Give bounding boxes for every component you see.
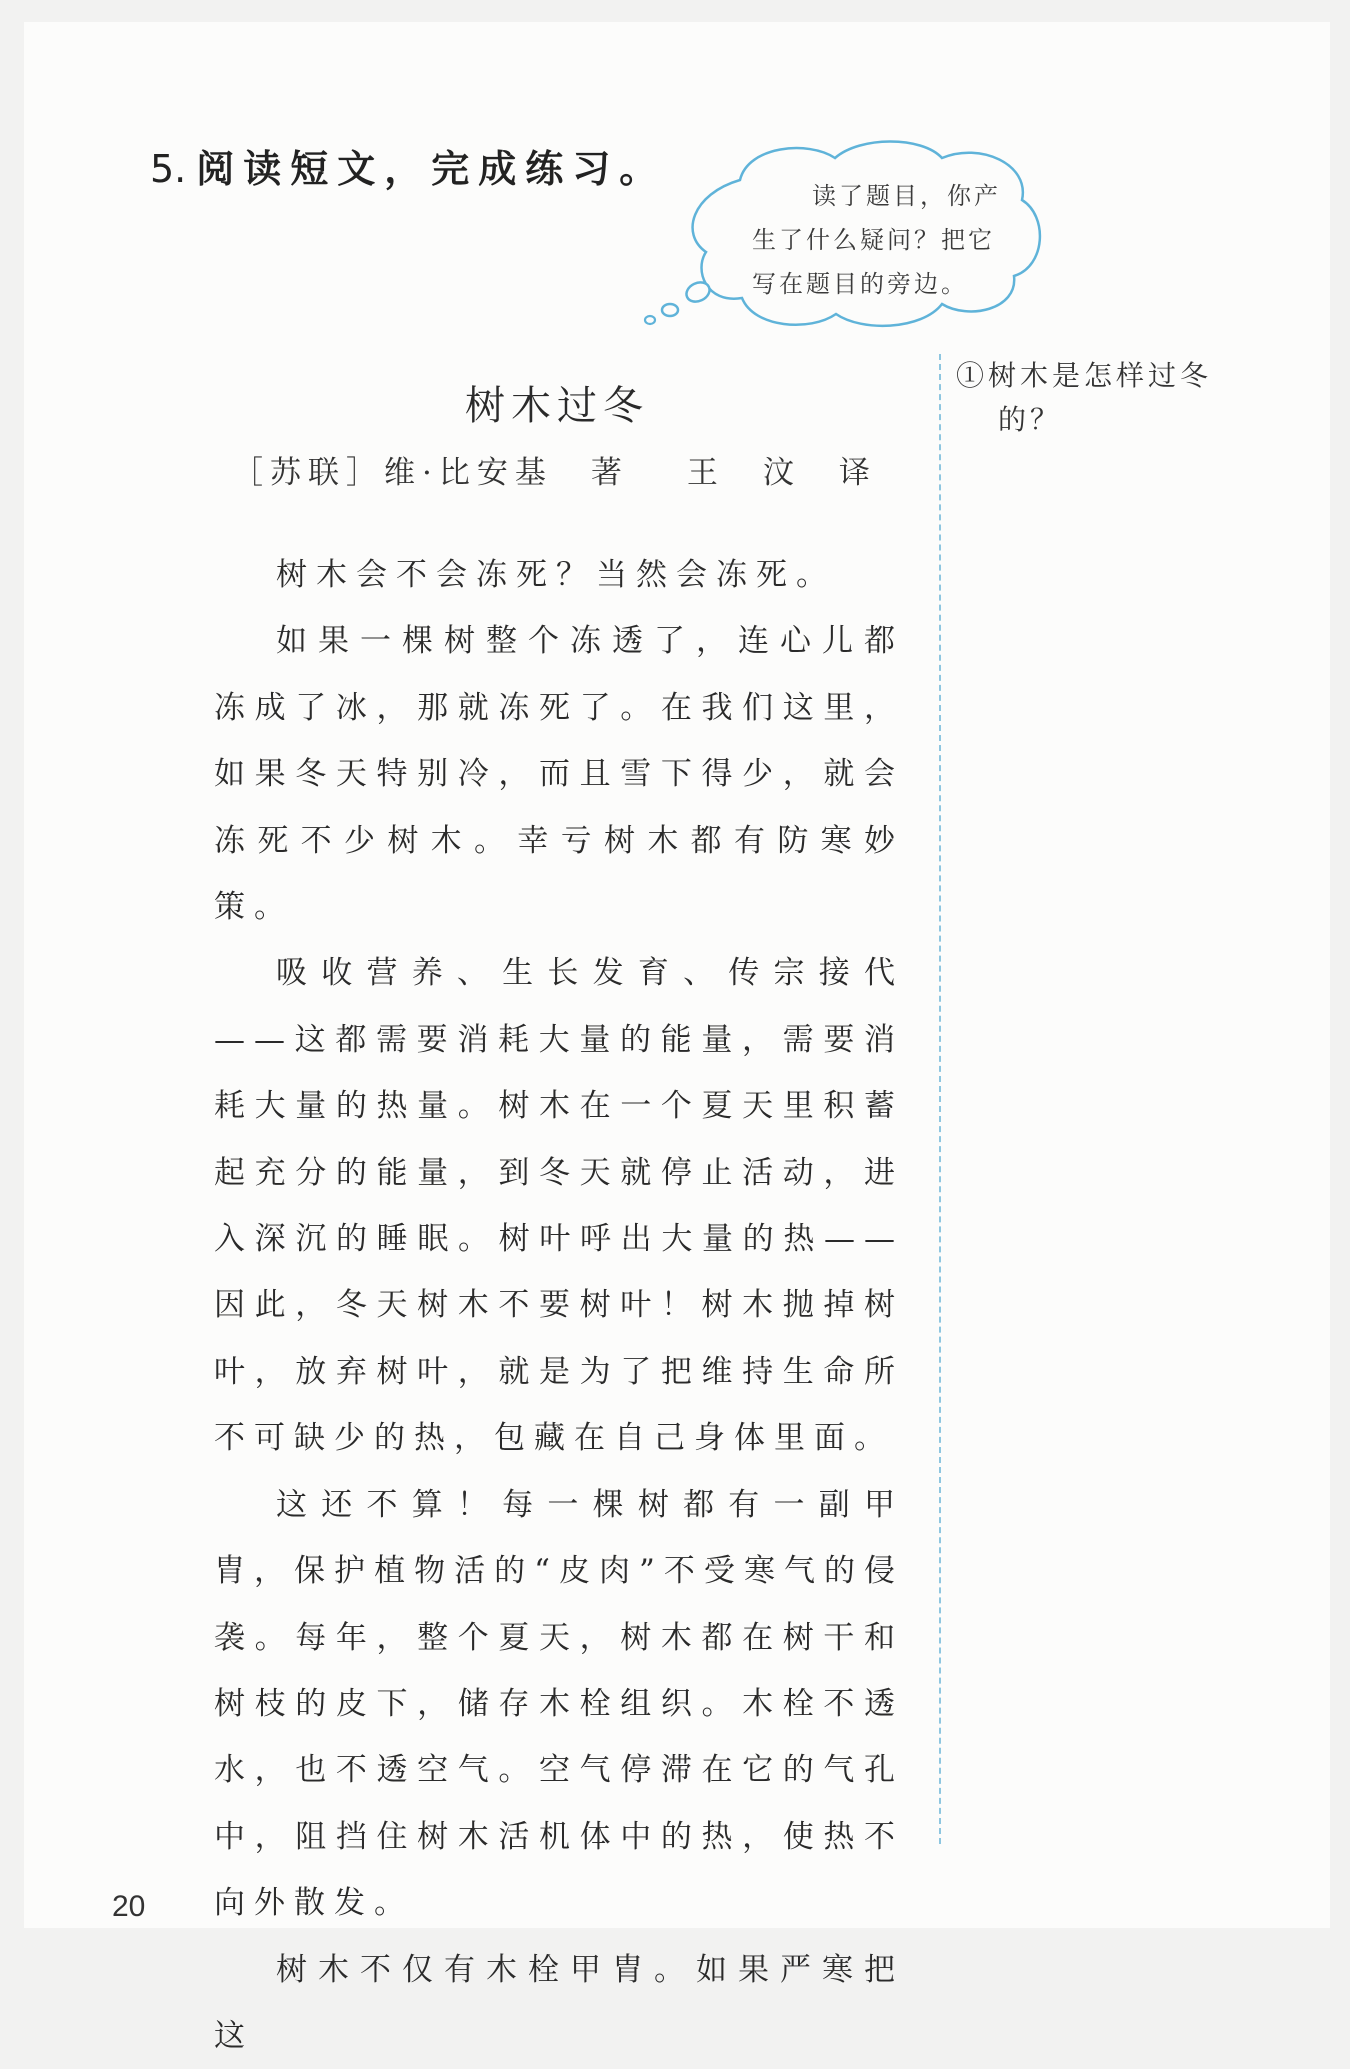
paragraph: 这还不算！每一棵树都有一副甲胄，保护植物活的“皮肉”不受寒气的侵袭。每年，整个夏天，树木都在树干和树枝的皮下，储存木栓组织。木栓不透水，也不透空气。空气停滞在它的气孔中，阻挡住树木活机体中的热，使热不向外散发。 (214, 1486, 904, 1922)
margin-annotation-line-2: 的？ (998, 403, 1063, 436)
paragraph: 树木会不会冻死？当然会冻死。 (276, 557, 836, 593)
workbook-page (24, 22, 1330, 2054)
bubble-line-2: 生了什么疑问？把它 (752, 226, 995, 254)
article-body (214, 542, 904, 2069)
thought-bubble-text (752, 174, 1062, 306)
paragraph: 吸收营养、生长发育、传宗接代——这都需要消耗大量的能量，需要消耗大量的热量。树木在一个夏天里积蓄起充分的能量，到冬天就停止活动，进入深沉的睡眠。树叶呼出大量的热——因此，冬天树木不要树叶！树木抛掉树叶，放弃树叶，就是为了把维持生命所不可缺少的热，包藏在自己身体里面。 (214, 955, 904, 1457)
question-heading (150, 138, 666, 193)
margin-annotation-line-1: ①树木是怎样过冬 (956, 359, 1213, 392)
thought-bubble-dot-medium (662, 304, 678, 316)
margin-annotation (956, 354, 1266, 442)
article-byline (232, 447, 912, 492)
byline-translator: 王 汶 译 (686, 455, 877, 491)
byline-author: ［苏联］维·比安基 著 (232, 455, 629, 491)
question-number: 5. (150, 147, 187, 191)
paragraph: 树木不仅有木栓甲胄。如果严寒把这 (214, 1951, 904, 2054)
bubble-line-3: 写在题目的旁边。 (752, 270, 968, 298)
margin-divider (939, 354, 941, 1844)
article-title: 树木过冬 (465, 383, 649, 429)
page-number: 20 (112, 1890, 146, 1923)
paragraph: 如果一棵树整个冻透了，连心儿都冻成了冰，那就冻死了。在我们这里，如果冬天特别冷，而且雪下得少，就会冻死不少树木。幸亏树木都有防寒妙策。 (214, 623, 904, 926)
bubble-line-1: 读了题目，你产 (812, 182, 1001, 210)
question-instruction: 阅读短文，完成练习。 (196, 146, 667, 191)
thought-bubble-dot-small (645, 316, 655, 324)
